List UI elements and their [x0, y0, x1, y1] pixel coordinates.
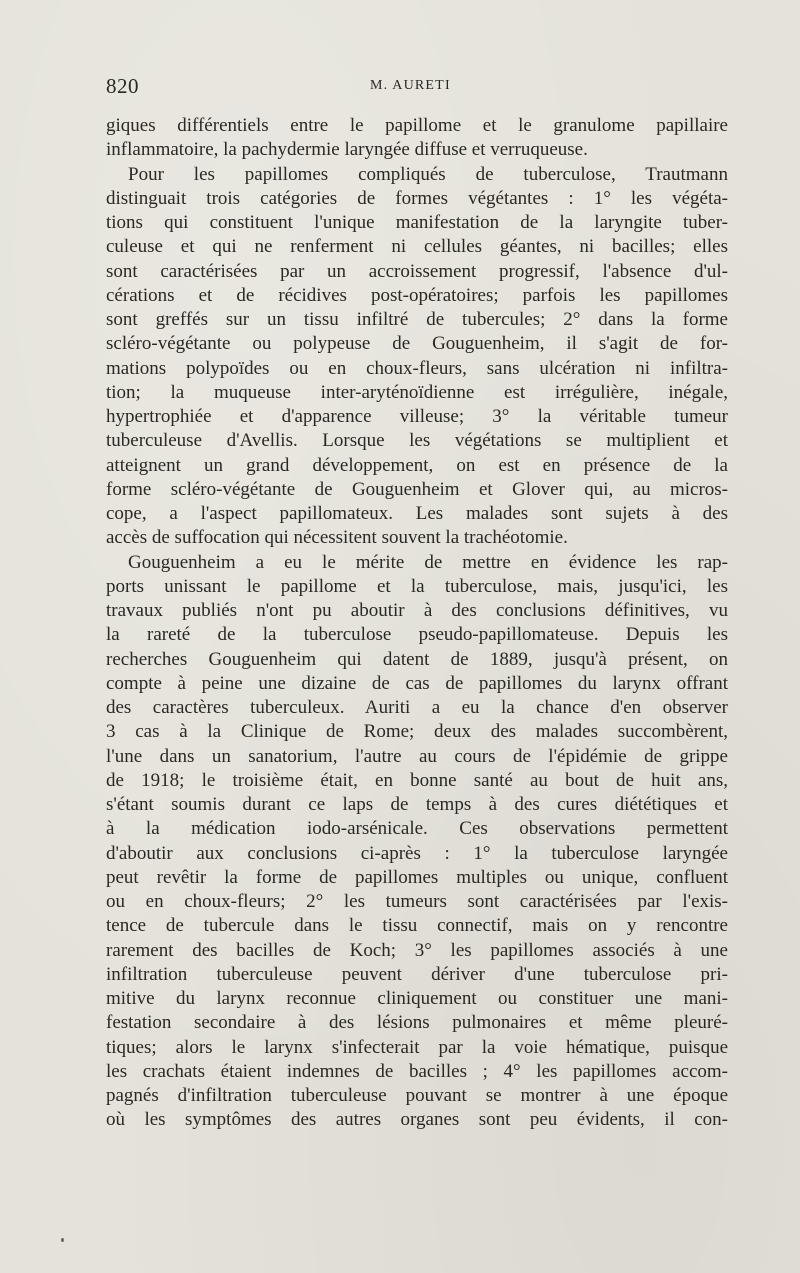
text-line: peut revêtir la forme de papillomes multiples ou unique, confluent — [106, 866, 728, 888]
text-line: pagnés d'infiltration tuberculeuse pouvant se montrer à une époque — [106, 1085, 728, 1106]
body-text — [106, 114, 728, 1133]
text-line: des caractères tuberculeux. Auriti a eu la chance d'en observer — [106, 697, 728, 718]
text-line: sont caractérisées par un accroissement progressif, l'absence d'ul- — [106, 260, 728, 282]
text-line: mations polypoïdes ou en choux-fleurs, sans ulcération ni infiltra- — [106, 357, 728, 379]
text-line: la rareté de la tuberculose pseudo-papillomateuse. Depuis les — [106, 624, 728, 646]
text-line: à la médication iodo-arsénicale. Ces observations permettent — [106, 818, 728, 840]
text-line: où les symptômes des autres organes sont peu évidents, il con- — [106, 1109, 728, 1131]
text-line: compte à peine une dizaine de cas de papillomes du larynx offrant — [106, 672, 728, 694]
page-number: 820 — [106, 74, 139, 98]
text-line: distinguait trois catégories de formes végétantes : 1° les végéta- — [106, 187, 728, 209]
text-line: tence de tubercule dans le tissu connectif, mais on y rencontre — [106, 915, 728, 937]
text-line: hypertrophiée et d'apparence villeuse; 3° la véritable tumeur — [106, 406, 728, 427]
running-head: M. AURETI — [370, 78, 451, 93]
text-line: de 1918; le troisième était, en bonne santé au bout de huit ans, — [106, 769, 728, 791]
text-line: ou en choux-fleurs; 2° les tumeurs sont caractérisées par l'exis- — [106, 891, 728, 912]
text-line: giques différentiels entre le papillome et le granulome papillaire — [106, 115, 728, 136]
text-line: les crachats étaient indemnes de bacilles ; 4° les papillomes accom- — [106, 1060, 728, 1082]
text-line: forme scléro-végétante de Gouguenheim et Glover qui, au micros- — [106, 478, 728, 500]
text-line: mitive du larynx reconnue cliniquement ou constituer une mani- — [106, 988, 728, 1009]
page-header — [106, 74, 728, 100]
text-line: recherches Gouguenheim qui datent de 1889, jusqu'à présent, on — [106, 648, 728, 670]
text-line: inflammatoire, la pachydermie laryngée diffuse et verruqueuse. — [106, 139, 588, 161]
text-line: rarement des bacilles de Koch; 3° les papillomes associés à une — [106, 939, 728, 961]
text-line: l'une dans un sanatorium, l'autre au cours de l'épidémie de grippe — [106, 745, 728, 767]
text-line: tion; la muqueuse inter-aryténoïdienne est irrégulière, inégale, — [106, 381, 728, 403]
text-line: ports unissant le papillome et la tuberculose, mais, jusqu'ici, les — [106, 575, 728, 597]
text-line: cope, a l'aspect papillomateux. Les malades sont sujets à des — [106, 503, 728, 524]
text-line: d'aboutir aux conclusions ci-après : 1° la tuberculose laryngée — [106, 842, 728, 864]
text-line: tiques; alors le larynx s'infecterait par la voie hématique, puisque — [106, 1036, 728, 1058]
text-line: travaux publiés n'ont pu aboutir à des conclusions définitives, vu — [106, 600, 728, 621]
text-line: Gouguenheim a eu le mérite de mettre en évidence les rap- — [128, 551, 728, 573]
paper-speck — [61, 1238, 64, 1242]
text-line: festation secondaire à des lésions pulmonaires et même pleuré- — [106, 1012, 728, 1034]
text-line: s'étant soumis durant ce laps de temps à des cures diététiques et — [106, 794, 728, 815]
text-line: Pour les papillomes compliqués de tuberculose, Trautmann — [128, 163, 728, 185]
text-line: infiltration tuberculeuse peuvent dériver d'une tuberculose pri- — [106, 963, 728, 985]
text-line: sont greffés sur un tissu infiltré de tubercules; 2° dans la forme — [106, 309, 728, 330]
text-line: tuberculeuse d'Avellis. Lorsque les végétations se multiplient et — [106, 430, 728, 452]
text-line: atteignent un grand développement, on est en présence de la — [106, 454, 728, 476]
text-line: cérations et de récidives post-opératoires; parfois les papillomes — [106, 284, 728, 306]
text-line: tions qui constituent l'unique manifestation de la laryngite tuber- — [106, 212, 728, 233]
text-line: 3 cas à la Clinique de Rome; deux des malades succombèrent, — [106, 721, 728, 743]
text-line: accès de suffocation qui nécessitent souvent la trachéotomie. — [106, 527, 568, 549]
text-line: scléro-végétante ou polypeuse de Gouguenheim, il s'agit de for- — [106, 333, 728, 355]
text-line: culeuse et qui ne renferment ni cellules géantes, ni bacilles; elles — [106, 236, 728, 258]
